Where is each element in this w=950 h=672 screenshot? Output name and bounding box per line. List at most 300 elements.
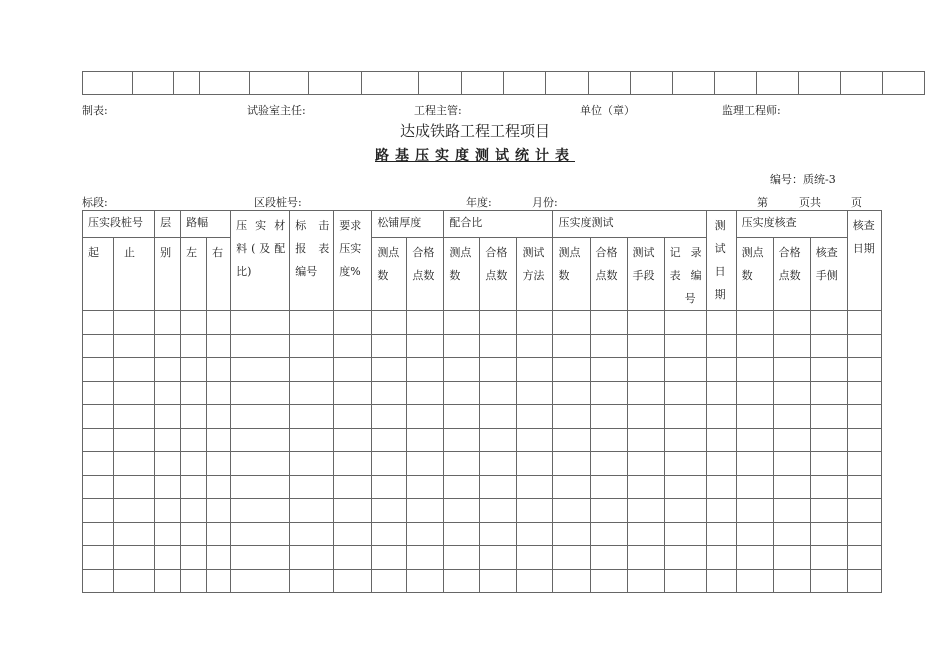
table-cell[interactable]: [334, 428, 372, 452]
header-row-2: [83, 238, 882, 311]
table-cell[interactable]: [553, 522, 590, 546]
table-cell[interactable]: [810, 569, 847, 593]
table-cell[interactable]: [590, 452, 627, 476]
table-cell[interactable]: [553, 546, 590, 570]
table-cell[interactable]: [444, 405, 480, 429]
table-cell[interactable]: [627, 546, 664, 570]
table-cell[interactable]: [590, 569, 627, 593]
table-cell[interactable]: [736, 405, 773, 429]
table-cell[interactable]: [290, 358, 334, 382]
table-cell[interactable]: [181, 522, 207, 546]
table-cell[interactable]: [114, 499, 155, 523]
table-cell[interactable]: [334, 475, 372, 499]
table-cell[interactable]: [517, 311, 553, 335]
table-cell[interactable]: [83, 381, 114, 405]
table-cell[interactable]: [664, 452, 706, 476]
table-cell[interactable]: [590, 499, 627, 523]
table-cell[interactable]: [83, 311, 114, 335]
blank-cell[interactable]: [757, 72, 799, 95]
table-cell[interactable]: [627, 405, 664, 429]
table-cell[interactable]: [114, 522, 155, 546]
table-cell[interactable]: [517, 405, 553, 429]
table-cell[interactable]: [773, 405, 810, 429]
table-cell[interactable]: [627, 311, 664, 335]
table-cell[interactable]: [773, 428, 810, 452]
table-cell[interactable]: [444, 546, 480, 570]
table-cell[interactable]: [155, 311, 181, 335]
table-cell[interactable]: [736, 311, 773, 335]
table-cell[interactable]: [810, 499, 847, 523]
table-cell[interactable]: [83, 522, 114, 546]
check-date-header-line: 日期: [852, 242, 875, 255]
table-cell[interactable]: [590, 428, 627, 452]
table-cell[interactable]: [590, 405, 627, 429]
table-cell[interactable]: [334, 522, 372, 546]
table-cell[interactable]: [407, 546, 444, 570]
table-cell[interactable]: [810, 428, 847, 452]
table-cell[interactable]: [207, 405, 231, 429]
table-cell[interactable]: [407, 405, 444, 429]
table-cell[interactable]: [83, 475, 114, 499]
table-cell[interactable]: [231, 311, 290, 335]
table-cell[interactable]: [590, 522, 627, 546]
table-cell[interactable]: [372, 334, 407, 358]
table-cell[interactable]: [207, 569, 231, 593]
table-cell[interactable]: [181, 546, 207, 570]
table-cell[interactable]: [590, 311, 627, 335]
table-cell[interactable]: [736, 499, 773, 523]
table-cell[interactable]: [847, 381, 881, 405]
table-cell[interactable]: [334, 569, 372, 593]
table-cell[interactable]: [334, 405, 372, 429]
table-cell[interactable]: [181, 311, 207, 335]
table-cell[interactable]: [334, 334, 372, 358]
table-cell[interactable]: [181, 428, 207, 452]
table-cell[interactable]: [334, 311, 372, 335]
table-cell[interactable]: [231, 546, 290, 570]
table-cell[interactable]: [627, 428, 664, 452]
table-cell[interactable]: [480, 405, 517, 429]
table-cell[interactable]: [444, 499, 480, 523]
table-cell[interactable]: [517, 569, 553, 593]
table-cell[interactable]: [444, 428, 480, 452]
table-row: [83, 522, 882, 546]
table-cell[interactable]: [83, 358, 114, 382]
table-cell[interactable]: [114, 334, 155, 358]
table-cell[interactable]: [664, 546, 706, 570]
table-cell[interactable]: [114, 569, 155, 593]
table-cell[interactable]: [590, 358, 627, 382]
table-cell[interactable]: [290, 334, 334, 358]
test-date-header-line: 日: [714, 265, 726, 278]
table-cell[interactable]: [736, 546, 773, 570]
table-cell[interactable]: [407, 522, 444, 546]
table-cell[interactable]: [114, 452, 155, 476]
table-cell[interactable]: [372, 311, 407, 335]
table-cell[interactable]: [706, 334, 736, 358]
table-cell[interactable]: [114, 405, 155, 429]
table-cell[interactable]: [207, 452, 231, 476]
table-cell[interactable]: [664, 569, 706, 593]
table-cell[interactable]: [83, 428, 114, 452]
table-cell[interactable]: [847, 569, 881, 593]
table-cell[interactable]: [407, 358, 444, 382]
table-cell[interactable]: [773, 546, 810, 570]
page-no-label: 第: [757, 196, 768, 209]
table-cell[interactable]: [155, 358, 181, 382]
table-cell[interactable]: [517, 452, 553, 476]
table-cell[interactable]: [847, 522, 881, 546]
table-cell[interactable]: [444, 475, 480, 499]
table-cell[interactable]: [847, 452, 881, 476]
table-cell[interactable]: [83, 569, 114, 593]
blank-cell[interactable]: [362, 72, 419, 95]
table-cell[interactable]: [444, 452, 480, 476]
table-cell[interactable]: [706, 452, 736, 476]
table-cell[interactable]: [114, 381, 155, 405]
table-cell[interactable]: [290, 405, 334, 429]
table-cell[interactable]: [810, 381, 847, 405]
table-cell[interactable]: [207, 428, 231, 452]
table-cell[interactable]: [810, 334, 847, 358]
blank-cell[interactable]: [462, 72, 504, 95]
table-cell[interactable]: [290, 475, 334, 499]
table-cell[interactable]: [334, 499, 372, 523]
table-cell[interactable]: [155, 499, 181, 523]
table-cell[interactable]: [207, 311, 231, 335]
table-cell[interactable]: [207, 358, 231, 382]
table-cell[interactable]: [407, 569, 444, 593]
layer-header: 层: [155, 211, 181, 238]
width-group-header: 路幅: [181, 211, 231, 238]
table-cell[interactable]: [664, 358, 706, 382]
table-cell[interactable]: [773, 358, 810, 382]
table-cell[interactable]: [231, 428, 290, 452]
table-cell[interactable]: [627, 381, 664, 405]
table-cell[interactable]: [334, 358, 372, 382]
table-cell[interactable]: [407, 311, 444, 335]
table-cell[interactable]: [810, 475, 847, 499]
table-cell[interactable]: [773, 522, 810, 546]
table-cell[interactable]: [114, 428, 155, 452]
project-title: 达成铁路工程工程项目: [399, 122, 550, 140]
table-cell[interactable]: [773, 569, 810, 593]
table-cell[interactable]: [627, 452, 664, 476]
table-cell[interactable]: [480, 522, 517, 546]
table-cell[interactable]: [627, 499, 664, 523]
blank-cell[interactable]: [715, 72, 757, 95]
blank-cell[interactable]: [883, 72, 925, 95]
table-cell[interactable]: [207, 381, 231, 405]
table-cell[interactable]: [231, 334, 290, 358]
table-cell[interactable]: [664, 522, 706, 546]
table-cell[interactable]: [480, 381, 517, 405]
table-cell[interactable]: [290, 452, 334, 476]
table-cell[interactable]: [290, 311, 334, 335]
table-cell[interactable]: [480, 475, 517, 499]
table-cell[interactable]: [480, 428, 517, 452]
table-cell[interactable]: [181, 569, 207, 593]
table-cell[interactable]: [181, 358, 207, 382]
table-cell[interactable]: [590, 546, 627, 570]
blank-cell[interactable]: [589, 72, 631, 95]
table-cell[interactable]: [627, 569, 664, 593]
blank-cell[interactable]: [841, 72, 883, 95]
table-cell[interactable]: [706, 522, 736, 546]
table-cell[interactable]: [706, 475, 736, 499]
table-cell[interactable]: [627, 475, 664, 499]
table-cell[interactable]: [372, 546, 407, 570]
table-cell[interactable]: [773, 499, 810, 523]
table-cell[interactable]: [372, 522, 407, 546]
table-cell[interactable]: [664, 499, 706, 523]
table-cell[interactable]: [480, 334, 517, 358]
table-cell[interactable]: [847, 311, 881, 335]
table-cell[interactable]: [480, 546, 517, 570]
chainage-group-header: 压实段桩号: [83, 211, 155, 238]
table-cell[interactable]: [290, 569, 334, 593]
table-cell[interactable]: [517, 358, 553, 382]
table-cell[interactable]: [155, 452, 181, 476]
table-cell[interactable]: [372, 475, 407, 499]
table-cell[interactable]: [664, 428, 706, 452]
blank-cell[interactable]: [673, 72, 715, 95]
table-cell[interactable]: [444, 381, 480, 405]
table-cell[interactable]: [334, 546, 372, 570]
table-cell[interactable]: [847, 405, 881, 429]
table-cell[interactable]: [231, 381, 290, 405]
table-cell[interactable]: [736, 522, 773, 546]
table-cell[interactable]: [372, 358, 407, 382]
table-cell[interactable]: [372, 428, 407, 452]
table-cell[interactable]: [847, 499, 881, 523]
table-cell[interactable]: [553, 452, 590, 476]
table-cell[interactable]: [155, 381, 181, 405]
table-cell[interactable]: [553, 358, 590, 382]
table-cell[interactable]: [773, 452, 810, 476]
table-cell[interactable]: [553, 381, 590, 405]
table-cell[interactable]: [706, 428, 736, 452]
table-cell[interactable]: [207, 546, 231, 570]
table-cell[interactable]: [181, 381, 207, 405]
table-cell[interactable]: [664, 381, 706, 405]
compaction-check-group-header: 压实度核查: [736, 211, 847, 238]
table-cell[interactable]: [736, 569, 773, 593]
table-cell[interactable]: [231, 522, 290, 546]
table-cell[interactable]: [590, 475, 627, 499]
table-cell[interactable]: [114, 475, 155, 499]
table-cell[interactable]: [517, 475, 553, 499]
table-cell[interactable]: [155, 475, 181, 499]
table-cell[interactable]: [553, 475, 590, 499]
table-cell[interactable]: [706, 311, 736, 335]
table-cell[interactable]: [372, 405, 407, 429]
table-cell[interactable]: [231, 475, 290, 499]
header-line: 合格: [778, 246, 801, 259]
table-cell[interactable]: [736, 475, 773, 499]
table-cell[interactable]: [664, 334, 706, 358]
table-cell[interactable]: [773, 381, 810, 405]
table-cell[interactable]: [372, 499, 407, 523]
table-cell[interactable]: [480, 452, 517, 476]
table-cell[interactable]: [407, 428, 444, 452]
table-cell[interactable]: [480, 569, 517, 593]
table-cell[interactable]: [480, 311, 517, 335]
table-cell[interactable]: [517, 546, 553, 570]
table-cell[interactable]: [517, 334, 553, 358]
table-cell[interactable]: [444, 569, 480, 593]
table-cell[interactable]: [706, 381, 736, 405]
table-cell[interactable]: [372, 381, 407, 405]
table-cell[interactable]: [553, 405, 590, 429]
table-cell[interactable]: [407, 334, 444, 358]
table-cell[interactable]: [480, 358, 517, 382]
table-cell[interactable]: [83, 499, 114, 523]
table-cell[interactable]: [847, 428, 881, 452]
table-cell[interactable]: [736, 452, 773, 476]
table-cell[interactable]: [83, 334, 114, 358]
table-cell[interactable]: [83, 405, 114, 429]
table-cell[interactable]: [290, 381, 334, 405]
table-cell[interactable]: [114, 546, 155, 570]
table-cell[interactable]: [553, 428, 590, 452]
table-cell[interactable]: [181, 452, 207, 476]
blank-cell[interactable]: [174, 72, 200, 95]
table-cell[interactable]: [231, 569, 290, 593]
table-cell[interactable]: [181, 475, 207, 499]
table-cell[interactable]: [847, 475, 881, 499]
table-cell[interactable]: [444, 334, 480, 358]
table-cell[interactable]: [155, 522, 181, 546]
table-cell[interactable]: [736, 381, 773, 405]
table-cell[interactable]: [627, 522, 664, 546]
table-cell[interactable]: [155, 428, 181, 452]
table-cell[interactable]: [773, 475, 810, 499]
table-row: [83, 452, 882, 476]
table-cell[interactable]: [155, 405, 181, 429]
table-cell[interactable]: [407, 452, 444, 476]
table-cell[interactable]: [590, 334, 627, 358]
table-cell[interactable]: [207, 475, 231, 499]
table-cell[interactable]: [155, 334, 181, 358]
table-cell[interactable]: [664, 405, 706, 429]
table-cell[interactable]: [290, 499, 334, 523]
form-title: [0, 145, 950, 165]
table-cell[interactable]: [810, 522, 847, 546]
table-cell[interactable]: [155, 569, 181, 593]
table-cell[interactable]: [810, 311, 847, 335]
table-cell[interactable]: [847, 546, 881, 570]
table-cell[interactable]: [290, 428, 334, 452]
table-cell[interactable]: [480, 499, 517, 523]
blank-cell[interactable]: [631, 72, 673, 95]
table-cell[interactable]: [334, 452, 372, 476]
table-cell[interactable]: [773, 334, 810, 358]
section-label: 标段:: [82, 196, 108, 209]
table-cell[interactable]: [407, 381, 444, 405]
table-cell[interactable]: [231, 405, 290, 429]
table-cell[interactable]: [736, 428, 773, 452]
table-cell[interactable]: [181, 405, 207, 429]
table-cell[interactable]: [847, 358, 881, 382]
table-cell[interactable]: [706, 546, 736, 570]
table-cell[interactable]: [847, 334, 881, 358]
blank-cell[interactable]: [799, 72, 841, 95]
table-cell[interactable]: [207, 522, 231, 546]
blank-cell[interactable]: [133, 72, 174, 95]
table-cell[interactable]: [706, 405, 736, 429]
table-cell[interactable]: [231, 452, 290, 476]
table-cell[interactable]: [83, 452, 114, 476]
blank-cell[interactable]: [200, 72, 250, 95]
table-cell[interactable]: [207, 334, 231, 358]
table-cell[interactable]: [114, 358, 155, 382]
table-cell[interactable]: [553, 569, 590, 593]
blank-cell[interactable]: [309, 72, 362, 95]
table-cell[interactable]: [231, 358, 290, 382]
table-cell[interactable]: [372, 569, 407, 593]
table-cell[interactable]: [810, 546, 847, 570]
table-cell[interactable]: [517, 428, 553, 452]
table-cell[interactable]: [517, 499, 553, 523]
table-cell[interactable]: [517, 381, 553, 405]
blank-cell[interactable]: [504, 72, 546, 95]
table-cell[interactable]: [706, 358, 736, 382]
table-cell[interactable]: [627, 334, 664, 358]
table-cell[interactable]: [664, 475, 706, 499]
blank-cell[interactable]: [546, 72, 589, 95]
table-cell[interactable]: [627, 358, 664, 382]
table-cell[interactable]: [706, 499, 736, 523]
table-cell[interactable]: [706, 569, 736, 593]
table-cell[interactable]: [517, 522, 553, 546]
blank-cell[interactable]: [250, 72, 309, 95]
table-cell[interactable]: [372, 452, 407, 476]
table-cell[interactable]: [736, 358, 773, 382]
table-cell[interactable]: [810, 358, 847, 382]
table-cell[interactable]: [207, 499, 231, 523]
table-cell[interactable]: [444, 522, 480, 546]
table-cell[interactable]: [334, 381, 372, 405]
table-cell[interactable]: [407, 499, 444, 523]
table-cell[interactable]: [83, 546, 114, 570]
table-cell[interactable]: [181, 499, 207, 523]
table-cell[interactable]: [773, 311, 810, 335]
table-cell[interactable]: [290, 546, 334, 570]
check-passed-header: [773, 238, 810, 311]
table-cell[interactable]: [444, 311, 480, 335]
table-cell[interactable]: [810, 405, 847, 429]
table-cell[interactable]: [407, 475, 444, 499]
table-cell[interactable]: [155, 546, 181, 570]
blank-cell[interactable]: [83, 72, 133, 95]
table-cell[interactable]: [590, 381, 627, 405]
table-cell[interactable]: [553, 311, 590, 335]
table-cell[interactable]: [553, 499, 590, 523]
table-cell[interactable]: [290, 522, 334, 546]
table-cell[interactable]: [231, 499, 290, 523]
table-cell[interactable]: [810, 452, 847, 476]
table-cell[interactable]: [553, 334, 590, 358]
test-date-header-line: 测: [714, 219, 726, 232]
table-cell[interactable]: [114, 311, 155, 335]
page-total-label: 页共: [799, 196, 821, 209]
table-cell[interactable]: [736, 334, 773, 358]
table-cell[interactable]: [664, 311, 706, 335]
blank-cell[interactable]: [419, 72, 462, 95]
table-cell[interactable]: [181, 334, 207, 358]
table-cell[interactable]: [444, 358, 480, 382]
